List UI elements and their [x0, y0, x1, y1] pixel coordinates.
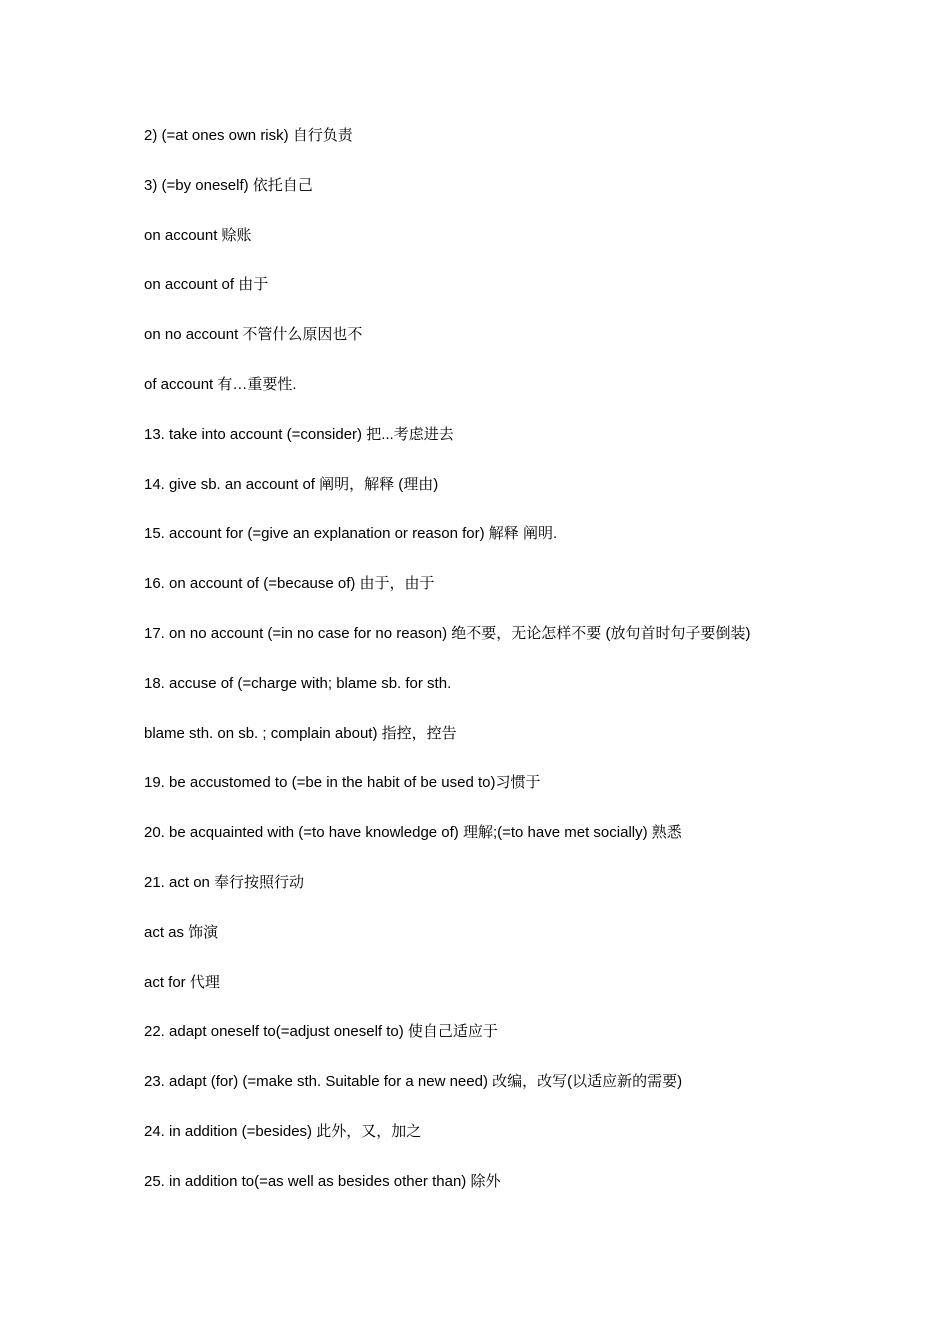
text-line: 13. take into account (=consider) 把...考虑进去: [144, 425, 454, 443]
text-line: on account of 由于: [144, 276, 269, 294]
text-line: 16. on account of (=because of) 由于，由于: [144, 575, 435, 593]
text-line: 21. act on 奉行按照行动: [144, 873, 305, 891]
text-line: act for 代理: [144, 973, 220, 991]
text-line: 15. account for (=give an explanation or reason for) 解释 阐明.: [144, 525, 558, 543]
text-line: 24. in addition (=besides) 此外，又，加之: [144, 1122, 422, 1140]
text-line: on account 赊账: [144, 226, 252, 244]
text-line: 3) (=by oneself) 依托自己: [144, 176, 313, 194]
text-line: on no account 不管什么原因也不: [144, 326, 363, 344]
text-line: 23. adapt (for) (=make sth. Suitable for a new need) 改编，改写(以适应新的需要): [144, 1073, 683, 1091]
text-line: 18. accuse of (=charge with; blame sb. for sth.: [144, 674, 452, 692]
text-line: 2) (=at ones own risk) 自行负责: [144, 127, 353, 144]
text-line: blame sth. on sb. ; complain about) 指控，控告: [144, 724, 457, 742]
text-line: 14. give sb. an account of 阐明，解释 (理由): [144, 475, 439, 493]
text-line: 25. in addition to(=as well as besides other than) 除外: [144, 1172, 501, 1190]
text-line: 17. on no account (=in no case for no reason) 绝不要，无论怎样不要 (放句首时句子要倒装): [144, 624, 751, 642]
text-line: 22. adapt oneself to(=adjust oneself to) 使自己适应于: [144, 1023, 498, 1041]
text-line: 20. be acquainted with (=to have knowledge of) 理解;(=to have met socially) 熟悉: [144, 824, 682, 842]
text-line: act as 饰演: [144, 923, 219, 941]
document-body: [144, 125, 844, 1221]
text-line: 19. be accustomed to (=be in the habit of be used to)习惯于: [144, 774, 541, 792]
text-line: of account 有…重要性.: [144, 375, 297, 393]
